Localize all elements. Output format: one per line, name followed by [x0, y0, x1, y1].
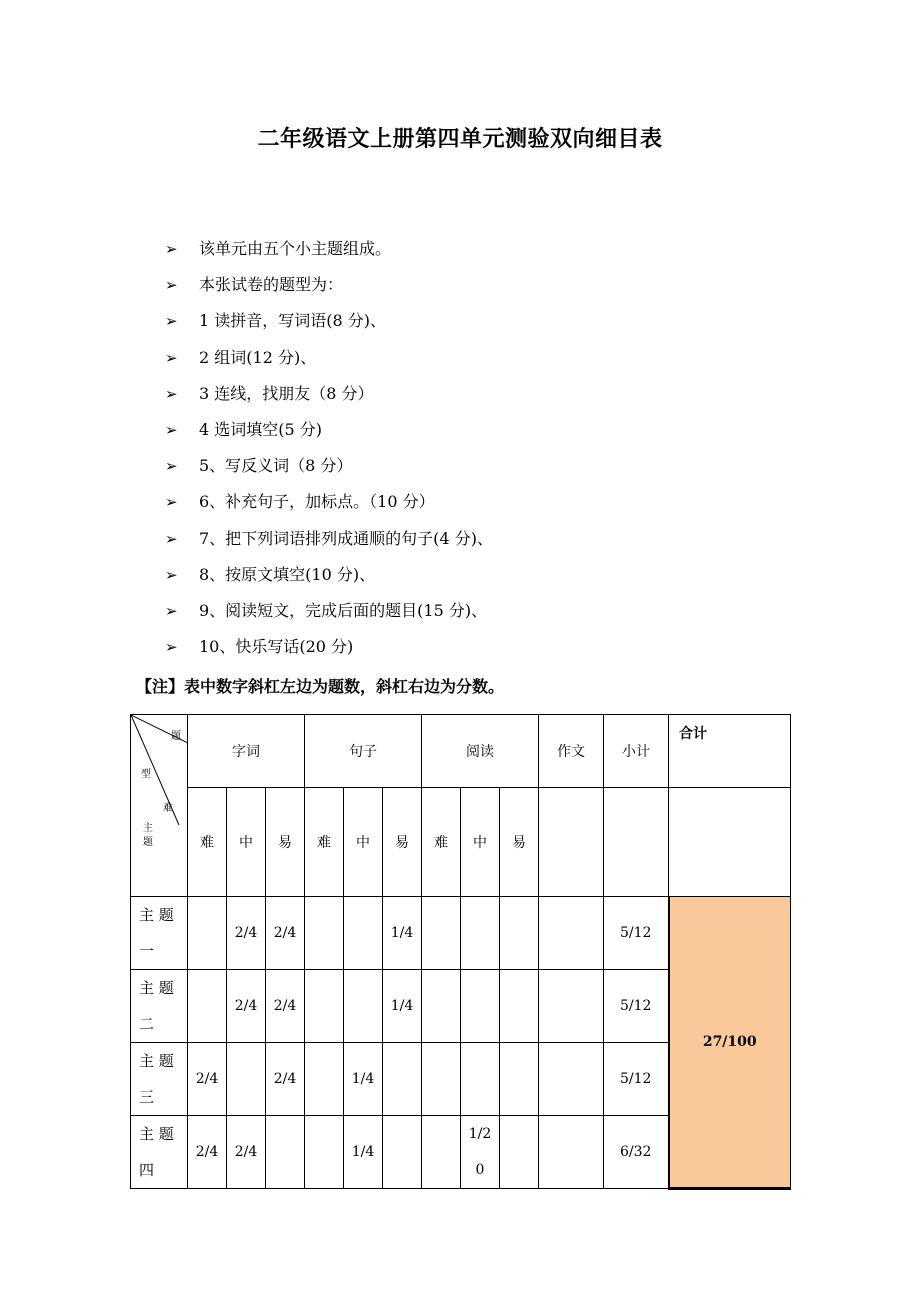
- table-cell: 1/4: [344, 1116, 383, 1189]
- table-cell: 2/4: [188, 1116, 227, 1189]
- group-header-xiaoji: 小计: [604, 715, 669, 788]
- table-cell: [344, 897, 383, 970]
- table-cell: [383, 1043, 422, 1116]
- arrow-bullet-icon: ➢: [165, 493, 178, 512]
- empty-cell: [669, 788, 791, 897]
- difficulty-cell: 难: [188, 788, 227, 897]
- table-cell: [461, 897, 500, 970]
- corner-label-xing: 型: [141, 769, 151, 780]
- list-item: ➢ 4 选词填空(5 分): [165, 417, 493, 453]
- table-cell: [383, 1116, 422, 1189]
- list-item: ➢ 10、快乐写话(20 分): [165, 634, 493, 670]
- table-cell: 2/4: [227, 897, 266, 970]
- difficulty-cell: 难: [422, 788, 461, 897]
- table-cell: [500, 1043, 539, 1116]
- table-cell: [188, 897, 227, 970]
- table-cell: 2/4: [227, 1116, 266, 1189]
- table-cell: [422, 970, 461, 1043]
- empty-cell: [604, 788, 669, 897]
- total-header: 合计: [669, 715, 791, 788]
- table-cell: [500, 897, 539, 970]
- arrow-bullet-icon: ➢: [165, 420, 178, 439]
- total-value-cell: 27/100: [669, 897, 791, 1189]
- difficulty-cell: 中: [227, 788, 266, 897]
- table-cell: [344, 970, 383, 1043]
- list-item: ➢ 该单元由五个小主题组成。: [165, 236, 493, 272]
- list-item: ➢ 6、补充句子，加标点。（10 分）: [165, 489, 493, 525]
- table-cell: [539, 1043, 604, 1116]
- arrow-bullet-icon: ➢: [165, 240, 178, 258]
- subtotal-cell: 5/12: [604, 897, 669, 970]
- row-header: 主 题 二: [131, 970, 188, 1043]
- corner-label-zhu: 主: [143, 823, 153, 834]
- table-cell: [227, 1043, 266, 1116]
- difficulty-cell: 中: [344, 788, 383, 897]
- list-item: ➢ 2 组词(12 分)、: [165, 345, 493, 381]
- specification-table: [130, 714, 791, 1190]
- table-cell: [266, 1116, 305, 1189]
- table-cell: [539, 897, 604, 970]
- difficulty-cell: 易: [266, 788, 305, 897]
- group-header-yuedu: 阅读: [422, 715, 539, 788]
- arrow-bullet-icon: ➢: [165, 601, 178, 620]
- group-header-zuowen: 作文: [539, 715, 604, 788]
- diagonal-corner-header: [131, 715, 188, 897]
- diagonal-lines: [131, 715, 188, 897]
- table-cell: [500, 1116, 539, 1189]
- table-cell: [422, 897, 461, 970]
- table-cell: [422, 1043, 461, 1116]
- table-cell: 1/4: [344, 1043, 383, 1116]
- arrow-bullet-icon: ➢: [165, 565, 178, 584]
- table-cell: [305, 970, 344, 1043]
- table-cell: 2/4: [266, 1043, 305, 1116]
- row-header: 主 题 一: [131, 897, 188, 970]
- table-cell: 1/4: [383, 970, 422, 1043]
- table-cell: [539, 1116, 604, 1189]
- table-cell: [461, 1043, 500, 1116]
- table-cell: 2/4: [266, 970, 305, 1043]
- row-header: 主 题 四: [131, 1116, 188, 1189]
- page-title: 二年级语文上册第四单元测验双向细目表: [257, 127, 663, 152]
- table-cell: 1/2 0: [461, 1116, 500, 1189]
- arrow-bullet-icon: ➢: [165, 457, 178, 476]
- list-item: ➢ 3 连线，找朋友（8 分）: [165, 381, 493, 417]
- list-item: ➢ 8、按原文填空(10 分)、: [165, 562, 493, 598]
- table-cell: 2/4: [188, 1043, 227, 1116]
- subtotal-cell: 6/32: [604, 1116, 669, 1189]
- table-cell: [305, 1043, 344, 1116]
- table-cell: [422, 1116, 461, 1189]
- row-header: 主 题 三: [131, 1043, 188, 1116]
- group-header-juzi: 句子: [305, 715, 422, 788]
- empty-cell: [539, 788, 604, 897]
- table-cell: [188, 970, 227, 1043]
- list-item: ➢ 1 读拼音，写词语(8 分)、: [165, 308, 493, 344]
- table-row: [131, 897, 791, 970]
- table-cell: 2/4: [227, 970, 266, 1043]
- difficulty-cell: 难: [305, 788, 344, 897]
- arrow-bullet-icon: ➢: [165, 348, 178, 367]
- table-cell: [305, 1116, 344, 1189]
- corner-label-nan: 难: [163, 803, 173, 814]
- table-cell: [500, 970, 539, 1043]
- corner-label-tii: 题: [143, 837, 153, 848]
- table-cell: [461, 970, 500, 1043]
- table-note: 【注】表中数字斜杠左边为题数，斜杠右边为分数。: [136, 677, 505, 696]
- difficulty-cell: 易: [383, 788, 422, 897]
- list-item: ➢ 7、把下列词语排列成通顺的句子(4 分)、: [165, 526, 493, 562]
- group-header-ci: 字词: [188, 715, 305, 788]
- list-item: ➢ 本张试卷的题型为：: [165, 272, 493, 308]
- table-cell: [539, 970, 604, 1043]
- arrow-bullet-icon: ➢: [165, 276, 178, 295]
- subtotal-cell: 5/12: [604, 1043, 669, 1116]
- list-item: ➢ 5、写反义词（8 分）: [165, 453, 493, 489]
- difficulty-cell: 中: [461, 788, 500, 897]
- difficulty-cell: 易: [500, 788, 539, 897]
- question-type-list: [165, 236, 493, 670]
- arrow-bullet-icon: ➢: [165, 529, 178, 548]
- subtotal-cell: 5/12: [604, 970, 669, 1043]
- table-cell: 2/4: [266, 897, 305, 970]
- table-cell: 1/4: [383, 897, 422, 970]
- corner-label-ti: 题: [171, 731, 181, 742]
- list-item: ➢ 9、阅读短文，完成后面的题目(15 分)、: [165, 598, 493, 634]
- arrow-bullet-icon: ➢: [165, 384, 178, 403]
- arrow-bullet-icon: ➢: [165, 312, 178, 331]
- arrow-bullet-icon: ➢: [165, 638, 178, 657]
- table-cell: [305, 897, 344, 970]
